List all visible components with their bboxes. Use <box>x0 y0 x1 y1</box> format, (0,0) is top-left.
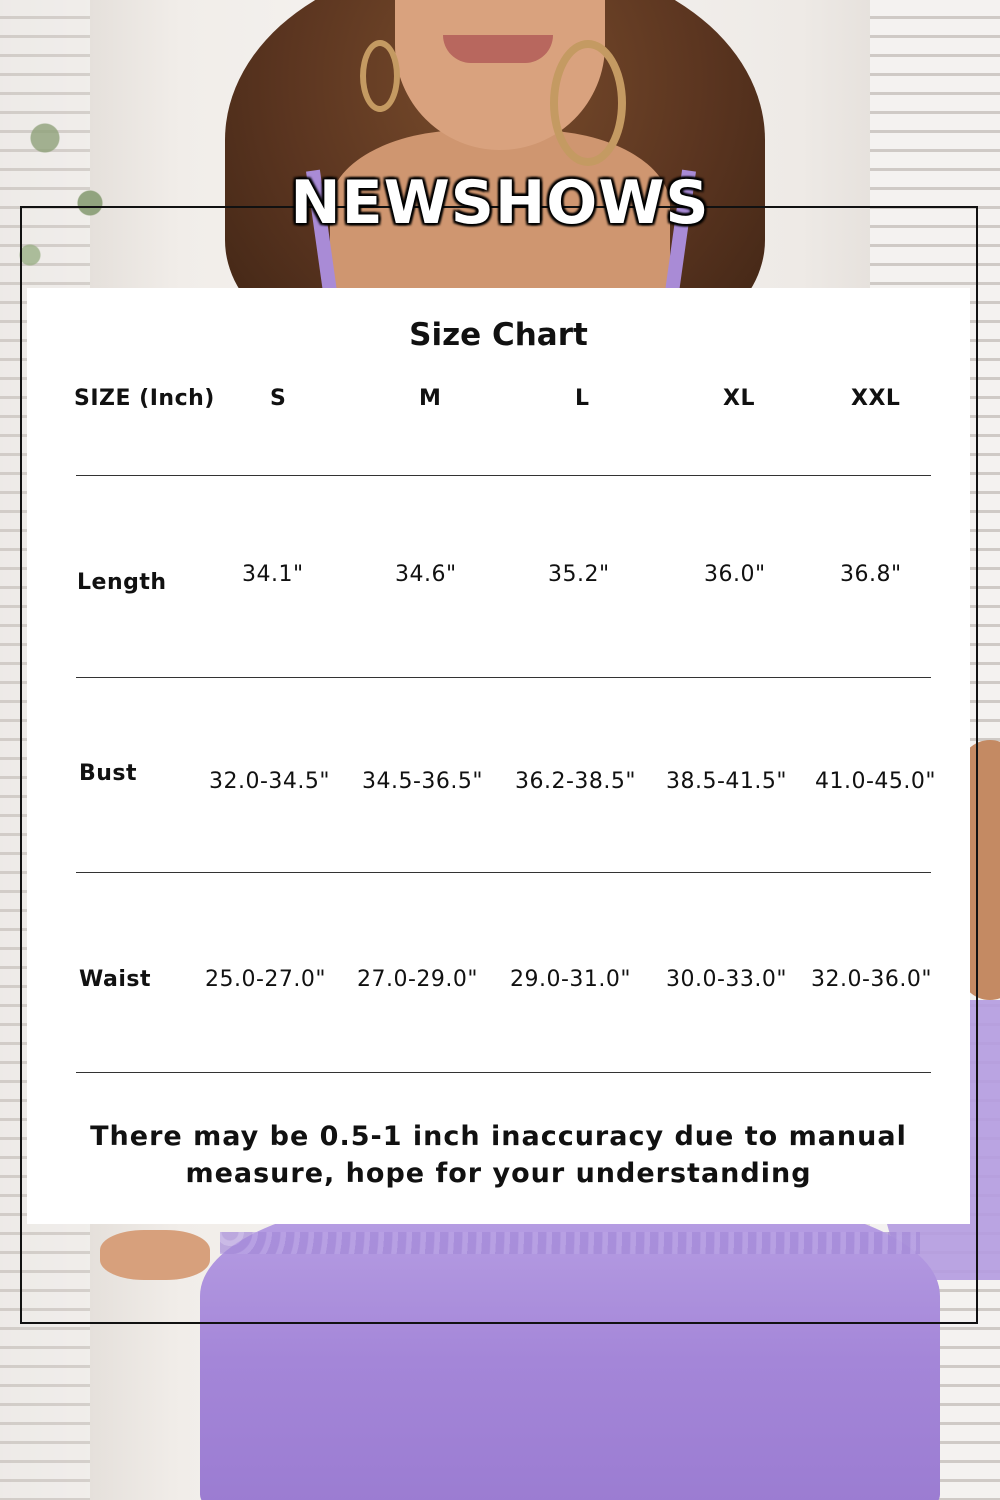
waist-xl: 30.0-33.0" <box>666 967 788 992</box>
measurement-note <box>67 1118 930 1192</box>
row-label-bust: Bust <box>79 761 138 786</box>
earring-left <box>360 40 400 112</box>
row-label-length: Length <box>77 570 167 595</box>
header-size-l: L <box>575 386 590 411</box>
length-xl: 36.0" <box>704 562 766 587</box>
divider <box>76 475 931 476</box>
length-xxl: 36.8" <box>840 562 902 587</box>
header-size-xxl: XXL <box>851 386 901 411</box>
waist-xxl: 32.0-36.0" <box>811 967 933 992</box>
note-line-2: measure, hope for your understanding <box>185 1158 812 1189</box>
note-line-1: There may be 0.5-1 inch inaccuracy due to manual <box>90 1121 907 1152</box>
header-size-m: M <box>419 386 442 411</box>
bust-s: 32.0-34.5" <box>209 769 331 794</box>
size-chart-card <box>27 288 970 1224</box>
header-size-xl: XL <box>723 386 755 411</box>
length-s: 34.1" <box>242 562 304 587</box>
chart-title: Size Chart <box>409 317 588 353</box>
waist-l: 29.0-31.0" <box>510 967 632 992</box>
waist-m: 27.0-29.0" <box>357 967 479 992</box>
divider <box>76 677 931 678</box>
bust-m: 34.5-36.5" <box>362 769 484 794</box>
earring-right <box>550 40 626 166</box>
header-size-s: S <box>270 386 287 411</box>
row-label-waist: Waist <box>79 967 151 992</box>
length-m: 34.6" <box>395 562 457 587</box>
model-smile <box>443 35 553 63</box>
header-size-label: SIZE (Inch) <box>74 386 215 411</box>
bust-xxl: 41.0-45.0" <box>815 769 937 794</box>
divider <box>76 872 931 873</box>
divider <box>76 1072 931 1073</box>
brand-name: NEWSHOWS <box>290 168 710 238</box>
bust-xl: 38.5-41.5" <box>666 769 788 794</box>
waist-s: 25.0-27.0" <box>205 967 327 992</box>
length-l: 35.2" <box>548 562 610 587</box>
bust-l: 36.2-38.5" <box>515 769 637 794</box>
